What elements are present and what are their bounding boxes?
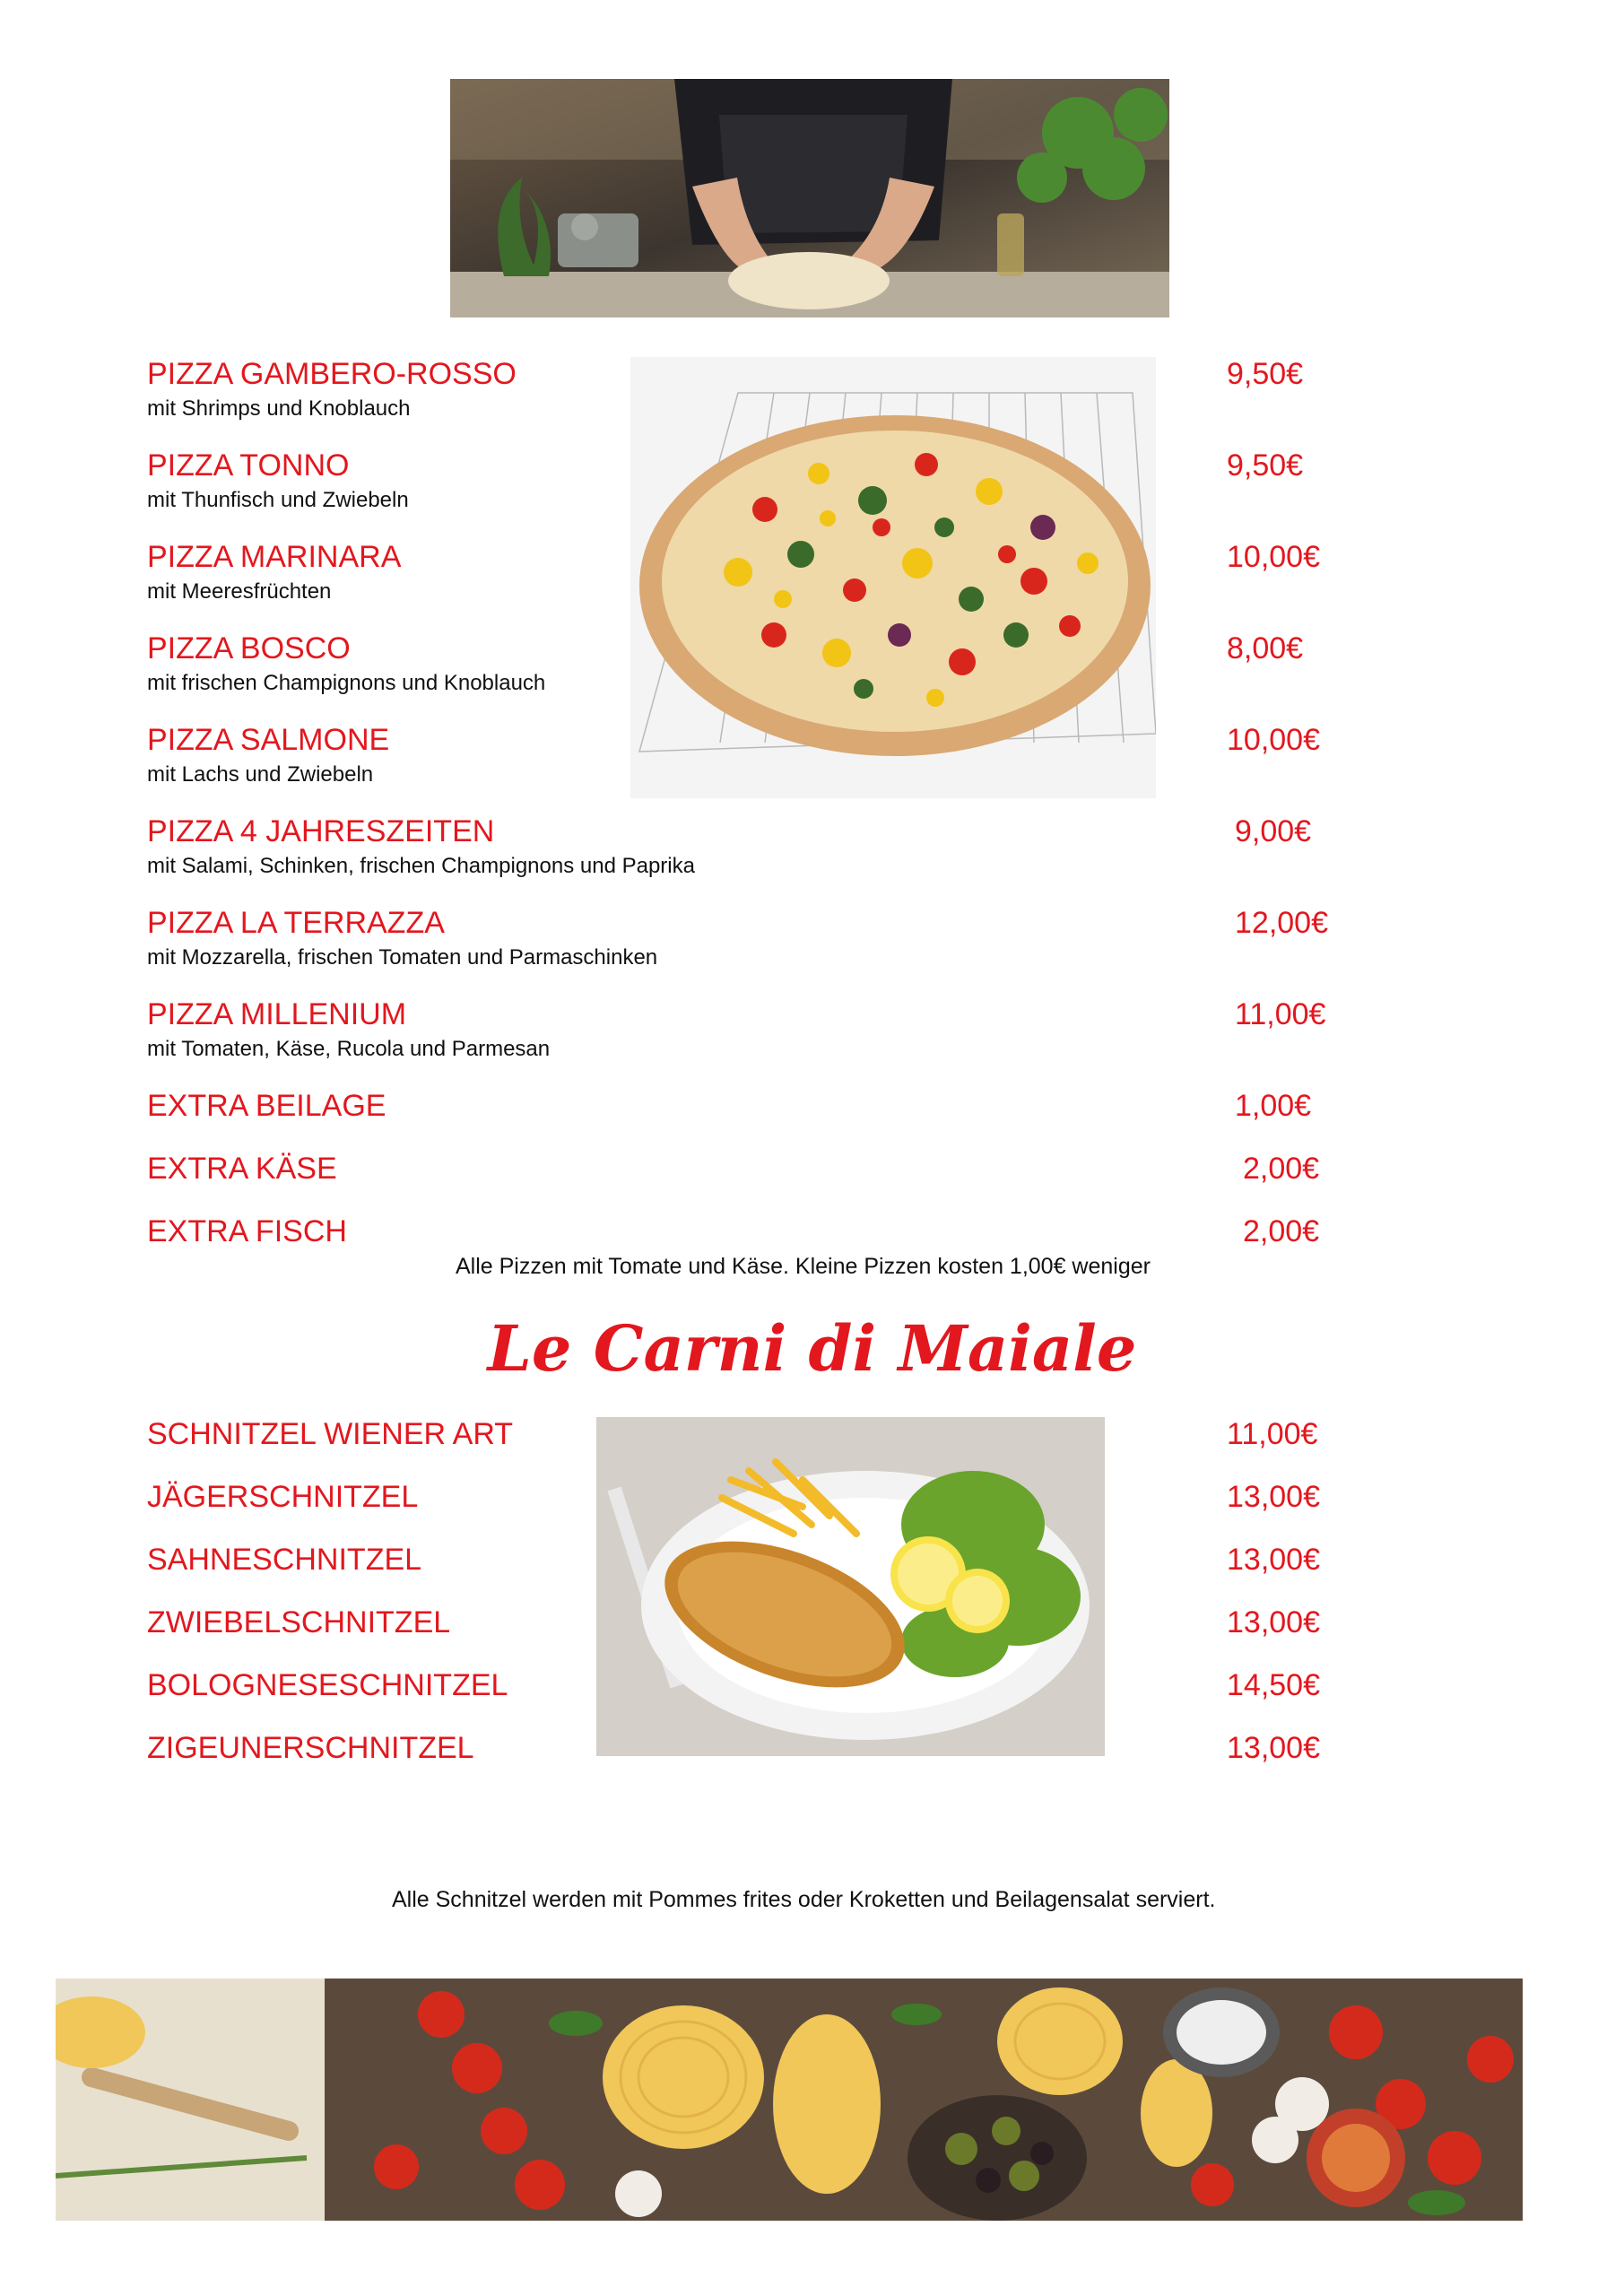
menu-item-name: PIZZA BOSCO [147, 631, 351, 665]
ingredients-banner [56, 1979, 1523, 2221]
menu-item-name: ZIGEUNERSCHNITZEL [147, 1731, 474, 1765]
menu-item-price: 9,50€ [1227, 357, 1304, 391]
menu-item-price: 12,00€ [1235, 906, 1328, 940]
menu-item-price: 10,00€ [1227, 540, 1320, 574]
extra-name: EXTRA KÄSE [147, 1152, 337, 1186]
menu-item-name: PIZZA SALMONE [147, 723, 390, 757]
menu-item-description: mit Shrimps und Knoblauch [147, 396, 411, 421]
menu-item-name: PIZZA 4 JAHRESZEITEN [147, 814, 495, 848]
menu-item-price: 8,00€ [1227, 631, 1304, 665]
menu-item-description: mit Mozzarella, frischen Tomaten und Parmaschinken [147, 945, 658, 970]
menu-item-price: 9,00€ [1235, 814, 1312, 848]
extra-name: EXTRA BEILAGE [147, 1089, 386, 1123]
menu-item-name: PIZZA LA TERRAZZA [147, 906, 445, 940]
menu-item-name: PIZZA MILLENIUM [147, 997, 407, 1031]
menu-item-name: JÄGERSCHNITZEL [147, 1480, 419, 1514]
pizza-note: Alle Pizzen mit Tomate und Käse. Kleine Pizzen kosten 1,00€ weniger [456, 1254, 1151, 1279]
extra-price: 2,00€ [1243, 1152, 1320, 1186]
menu-item-description: mit Lachs und Zwiebeln [147, 762, 374, 787]
menu-item-description: mit frischen Champignons und Knoblauch [147, 671, 546, 695]
menu-item-description: mit Meeresfrüchten [147, 579, 332, 604]
chef-dough-photo [450, 79, 1169, 317]
schnitzel-photo [596, 1417, 1105, 1756]
menu-item-name: PIZZA GAMBERO-ROSSO [147, 357, 517, 391]
pizza-photo [630, 357, 1156, 798]
menu-item-price: 11,00€ [1227, 1417, 1318, 1451]
menu-item-description: mit Tomaten, Käse, Rucola und Parmesan [147, 1037, 551, 1061]
menu-item-name: PIZZA MARINARA [147, 540, 402, 574]
menu-item-price: 9,50€ [1227, 448, 1304, 483]
menu-item-price: 10,00€ [1227, 723, 1320, 757]
menu-item-price: 13,00€ [1227, 1543, 1320, 1577]
menu-item-name: SAHNESCHNITZEL [147, 1543, 422, 1577]
section-title: Le Carni di Maiale [487, 1311, 1137, 1386]
menu-item-name: PIZZA TONNO [147, 448, 350, 483]
menu-item-name: BOLOGNESESCHNITZEL [147, 1668, 508, 1702]
menu-item-price: 13,00€ [1227, 1480, 1320, 1514]
menu-item-price: 14,50€ [1227, 1668, 1320, 1702]
menu-item-description: mit Thunfisch und Zwiebeln [147, 488, 409, 512]
schnitzel-note: Alle Schnitzel werden mit Pommes frites oder Kroketten und Beilagensalat serviert. [392, 1887, 1216, 1912]
menu-item-price: 13,00€ [1227, 1731, 1320, 1765]
menu-item-name: SCHNITZEL WIENER ART [147, 1417, 514, 1451]
menu-item-price: 11,00€ [1235, 997, 1326, 1031]
extra-price: 2,00€ [1243, 1214, 1320, 1248]
menu-item-name: ZWIEBELSCHNITZEL [147, 1605, 451, 1639]
extra-name: EXTRA FISCH [147, 1214, 347, 1248]
extra-price: 1,00€ [1235, 1089, 1312, 1123]
menu-item-price: 13,00€ [1227, 1605, 1320, 1639]
menu-item-description: mit Salami, Schinken, frischen Champignons und Paprika [147, 854, 695, 878]
